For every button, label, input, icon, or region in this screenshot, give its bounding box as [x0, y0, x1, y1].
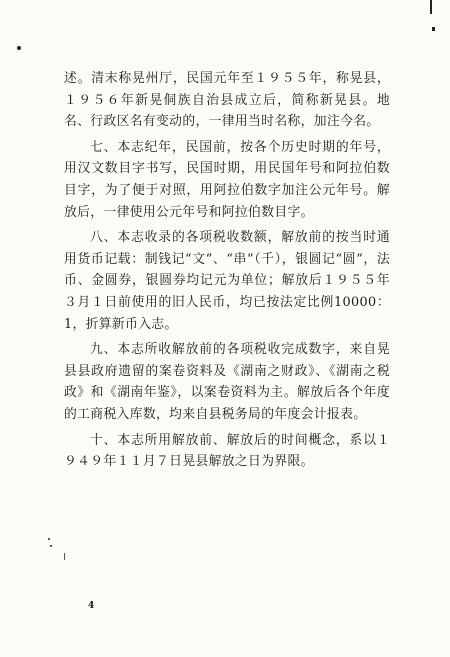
- scan-mark: [432, 27, 435, 31]
- scan-mark: [64, 553, 65, 560]
- paragraph-seven: 七、本志纪年，民国前，按各个历史时期的年号，用汉文数目字书写，民国时期，用民国年号和阿拉伯数目字，为了便于对照，用阿拉伯数字加注公元年号。解放后，一律使用公元年号和阿拉伯数目字。: [64, 139, 390, 220]
- paragraph-ten: 十、本志所用解放前、解放后的时间概念，系以１９４９年１１月７日晃县解放之日为界限。: [64, 432, 390, 470]
- scan-mark: [17, 46, 21, 50]
- paragraph-eight: 八、本志收录的各项税收数额，解放前的按当时通用货币记载：制钱记“文”、“串”（千），银圆记“圆”，法币、金圆券，银圆券均记元为单位；解放后１９５５年３月１日前使用的旧人民币，均已按法定比例10000：1，折算新币入志。: [64, 230, 390, 332]
- paragraph-nine: 九、本志所收解放前的各项税收完成数字，来自晃县县政府遗留的案卷资料及《湖南之财政》、《湖南之税政》和《湖南年鉴》，以案卷资料为主。解放后各个年度的工商税入库数，均来自县税务局的年度会计报表。: [64, 342, 390, 422]
- scan-mark: [50, 545, 52, 547]
- scan-mark: [48, 538, 50, 540]
- scan-mark: [430, 0, 432, 14]
- body-text: [64, 68, 390, 477]
- page-number: 4: [88, 601, 95, 611]
- paragraph-continuation: 述。清末称晃州厅，民国元年至１９５５年，称晃县，１９５６年新晃侗族自治县成立后，简称新晃县。地名、行政区名有变动的，一律用当时名称，加注今名。: [64, 71, 390, 130]
